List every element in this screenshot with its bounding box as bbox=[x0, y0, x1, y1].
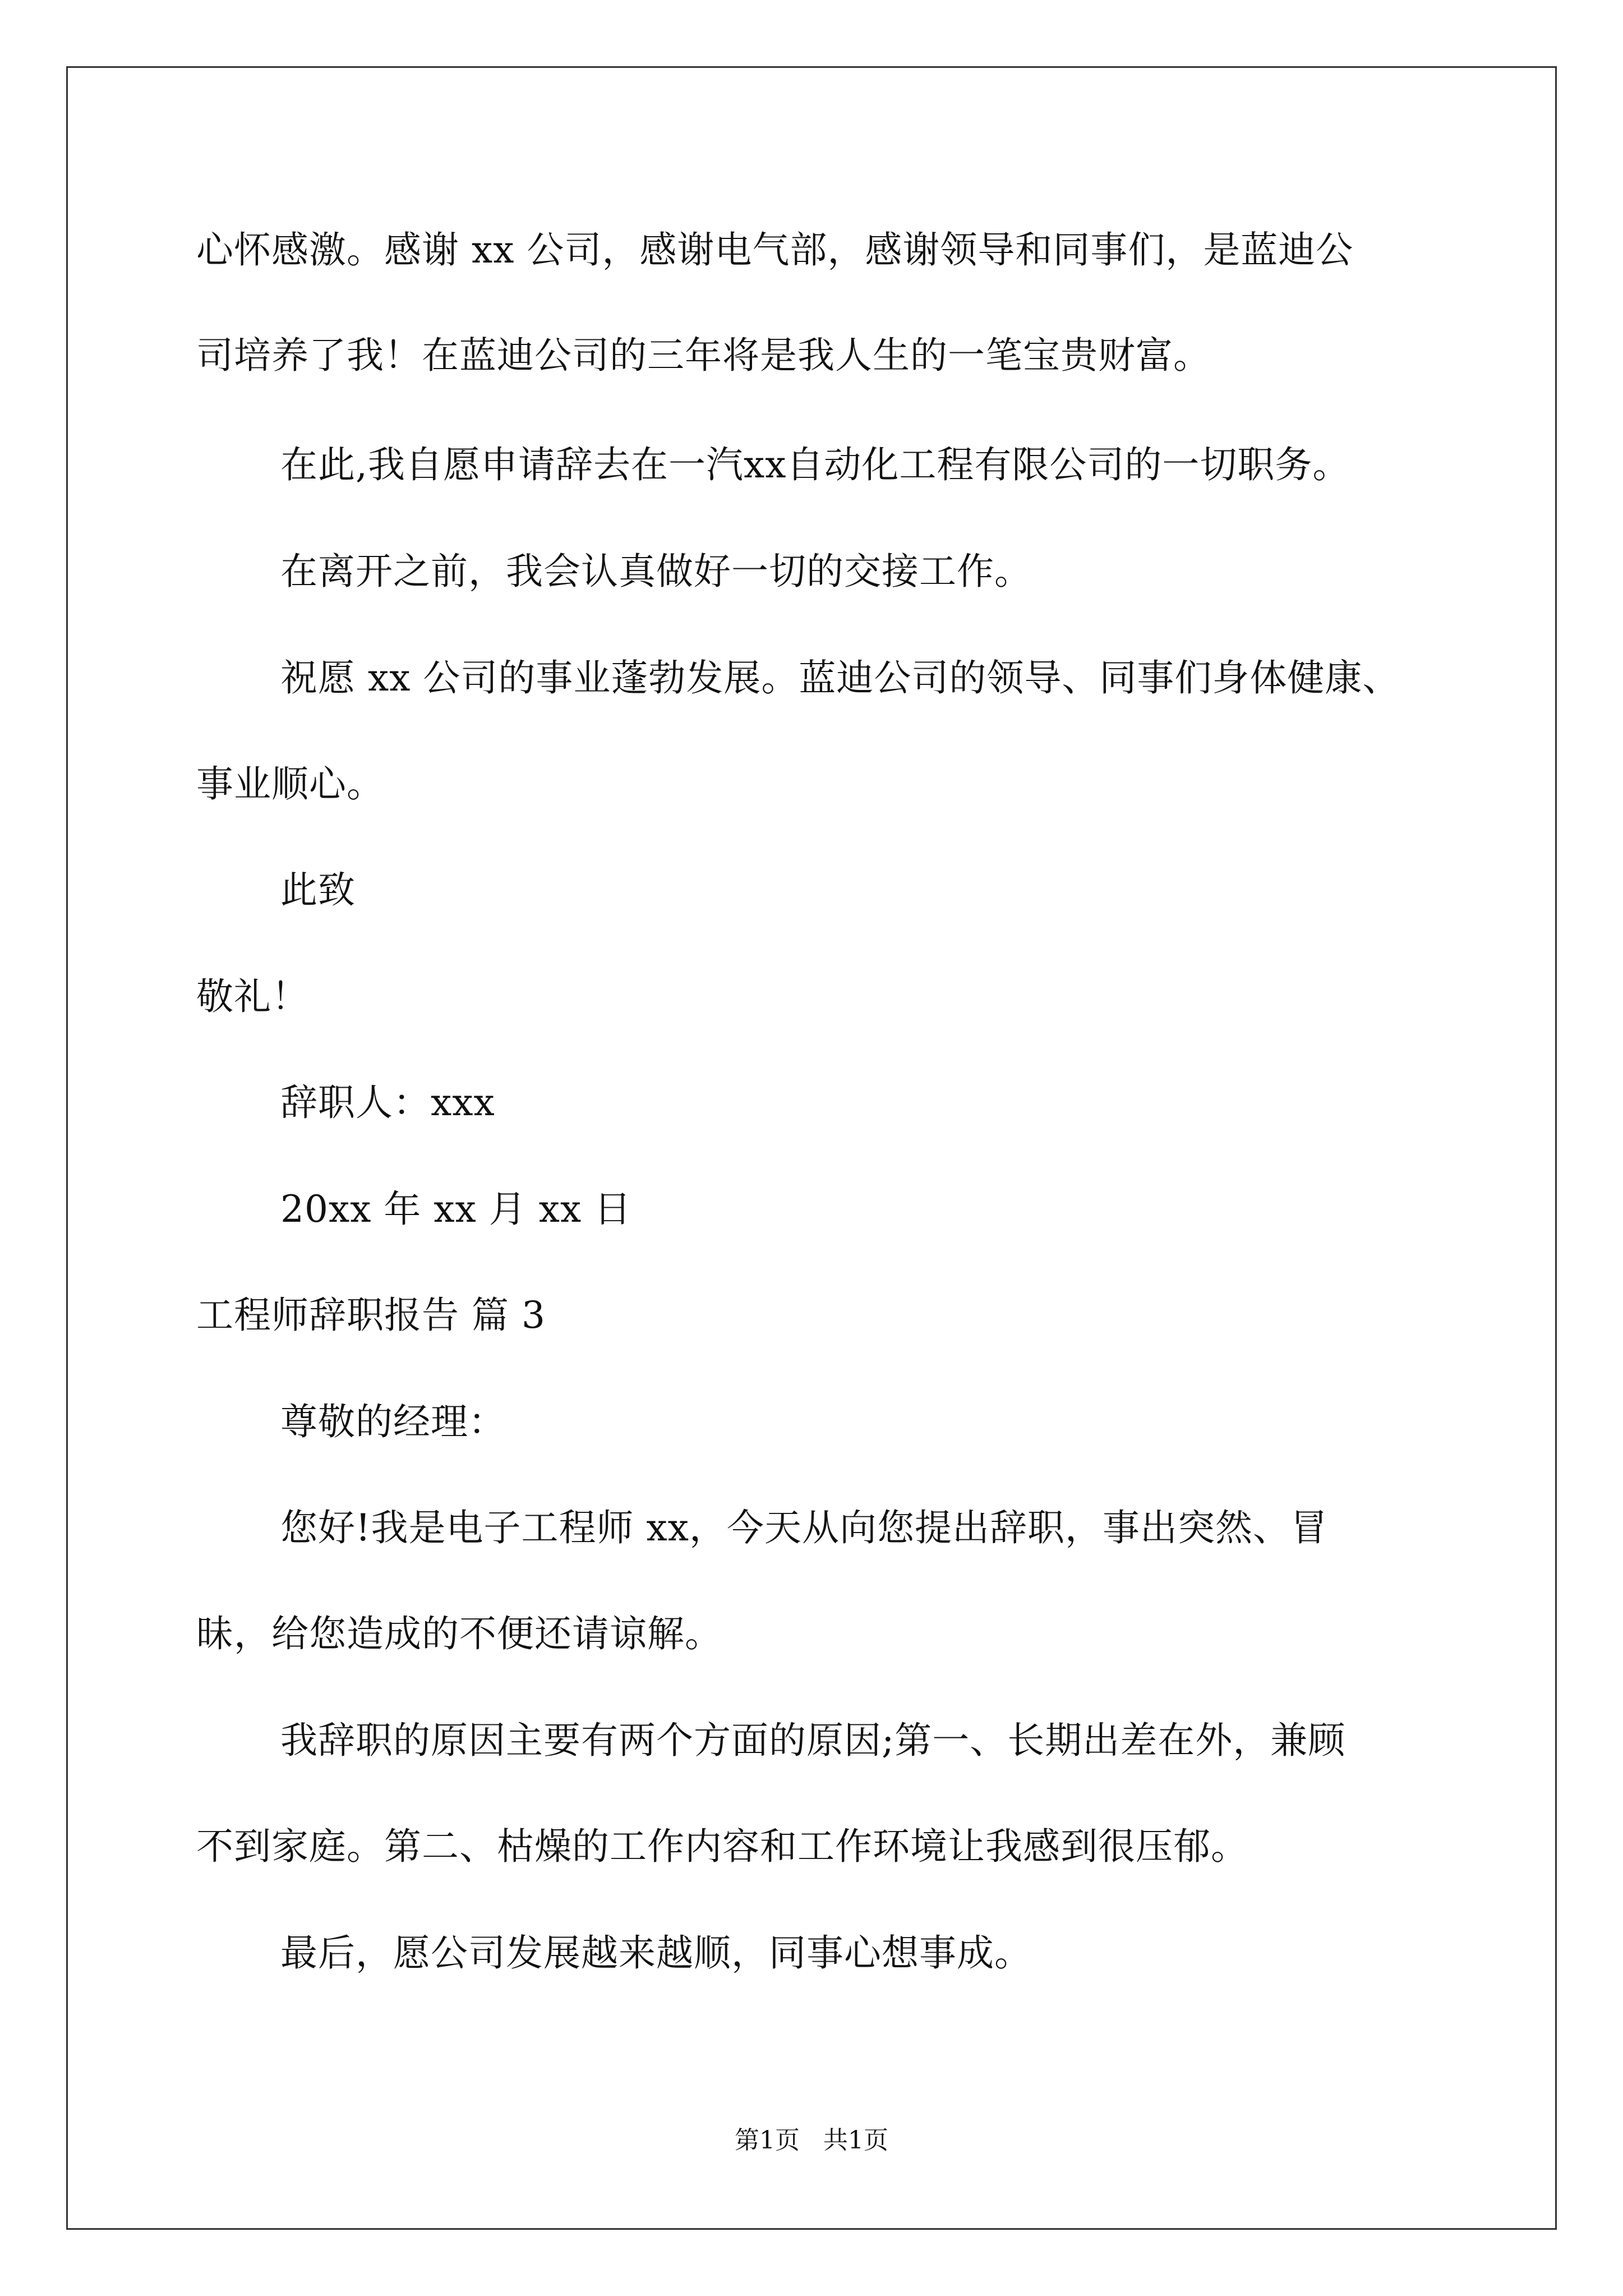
section-heading: 工程师辞职报告 篇 3 bbox=[196, 1294, 546, 1337]
greeting: 尊敬的经理： bbox=[280, 1400, 506, 1443]
salutation-ci-zhi: 此致 bbox=[280, 868, 356, 912]
body-line-15: 我辞职的原因主要有两个方面的原因;第一、长期出差在外，兼顾 bbox=[280, 1719, 1346, 1762]
body-line-4: 在离开之前，我会认真做好一切的交接工作。 bbox=[280, 550, 1032, 593]
body-line-2: 司培养了我！在蓝迪公司的三年将是我人生的一笔宝贵财富。 bbox=[196, 334, 1211, 377]
body-line-16: 不到家庭。第二、枯燥的工作内容和工作环境让我感到很压郁。 bbox=[196, 1825, 1248, 1868]
body-line-6: 事业顺心。 bbox=[196, 762, 384, 806]
body-line-13: 您好!我是电子工程师 xx，今天从向您提出辞职，事出突然、冒 bbox=[280, 1506, 1328, 1549]
body-line-14: 昧，给您造成的不便还请谅解。 bbox=[196, 1612, 722, 1655]
body-line-5: 祝愿 xx 公司的事业蓬勃发展。蓝迪公司的领导、同事们身体健康、 bbox=[280, 656, 1400, 700]
page-border bbox=[66, 66, 1557, 2230]
body-line-3: 在此,我自愿申请辞去在一汽xx自动化工程有限公司的一切职务。 bbox=[280, 443, 1350, 486]
page-number-footer: 第1页 共1页 bbox=[735, 2126, 888, 2155]
salutation-jing-li: 敬礼！ bbox=[196, 975, 309, 1018]
body-line-1: 心怀感激。感谢 xx 公司，感谢电气部，感谢领导和同事们，是蓝迪公 bbox=[196, 228, 1354, 272]
signature-name: 辞职人：xxx bbox=[280, 1081, 495, 1124]
signature-date: 20xx 年 xx 月 xx 日 bbox=[280, 1188, 632, 1231]
body-line-17: 最后，愿公司发展越来越顺，同事心想事成。 bbox=[280, 1931, 1032, 1975]
